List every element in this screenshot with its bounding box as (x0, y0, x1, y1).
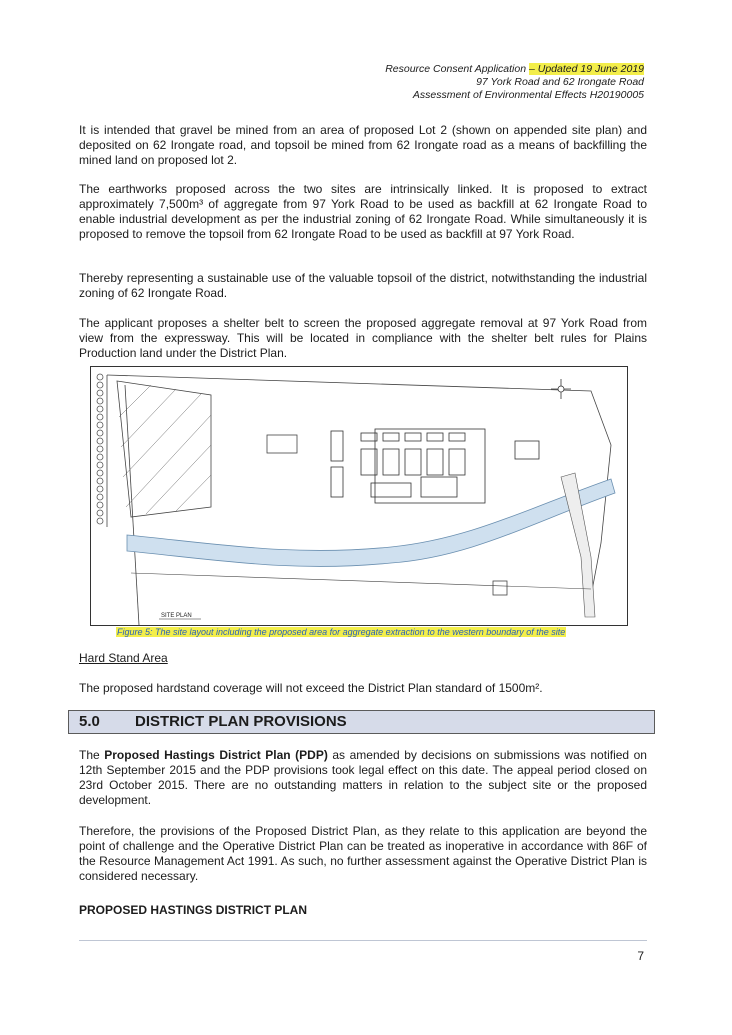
paragraph-topsoil: Thereby representing a sustainable use of the valuable topsoil of the district, notwithstanding the industrial zoning of 62 Irongate Road. (79, 271, 647, 300)
site-plan-label: SITE PLAN (161, 613, 192, 619)
paragraph-provisions: Therefore, the provisions of the Proposed District Plan, as they relate to this application are beyond the point of challenge and the Operative District Plan can be treated as inoperative in accordance with 86F of the Resource Management Act 1991. As such, no further assessment against the Operative District Plan is considered necessary. (79, 824, 647, 883)
pdp-heading: PROPOSED HASTINGS DISTRICT PLAN (79, 903, 308, 917)
document-header (385, 63, 644, 102)
header-line-3: Assessment of Environmental Effects H20190005 (412, 89, 644, 101)
hard-stand-heading: Hard Stand Area (79, 651, 168, 665)
footer-divider (79, 940, 647, 941)
paragraph-shelter-belt: The applicant proposes a shelter belt to screen the proposed aggregate removal at 97 York Road from view from the expressway. This will be located in compliance with the shelter belt rules for Plains Production land under the District Plan. (79, 316, 647, 360)
section-title: DISTRICT PLAN PROVISIONS (135, 713, 347, 730)
paragraph-earthworks: The earthworks proposed across the two sites are intrinsically linked. It is proposed to extract approximately 7,500m³ of aggregate from 97 York Road to be used as backfill at 62 Irongate Road to enable industrial development as per the industrial zoning of 62 Irongate Road. While simultaneously it is proposed to remove the topsoil from 62 Irongate Road to be used as backfill at 97 York Road. (79, 182, 647, 241)
site-plan-drawing (91, 367, 627, 625)
paragraph-pdp: The Proposed Hastings District Plan (PDP) as amended by decisions on submissions was notified on 12th September 2015 and the PDP provisions took legal effect on this date. The appeal period closed on 23rd October 2015. There are no outstanding matters in relation to the subject site or the proposed development. (79, 748, 647, 807)
header-line-2: 97 York Road and 62 Irongate Road (476, 76, 644, 88)
extraction-area (117, 381, 211, 517)
paragraph-gravel: It is intended that gravel be mined from an area of proposed Lot 2 (shown on appended site plan) and deposited on 62 Irongate road, and topsoil be mined from 62 Irongate road as a means of backfilling the mined land on proposed lot 2. (79, 123, 647, 167)
section-heading-bar (68, 710, 655, 734)
shelter-belt-trees (97, 374, 103, 524)
figure-caption: Figure 5: The site layout including the proposed area for aggregate extraction to the western boundary of the site (117, 627, 566, 637)
legend-box (267, 435, 297, 453)
pdp-bold-term: Proposed Hastings District Plan (PDP) (104, 748, 328, 762)
north-arrow (551, 379, 571, 399)
site-plan-figure (90, 366, 628, 626)
header-line-1: Resource Consent Application – Updated 19 June 2019 (385, 63, 644, 75)
buildings (331, 429, 539, 503)
updated-highlight: – Updated 19 June 2019 (528, 63, 644, 75)
hard-stand-text: The proposed hardstand coverage will not exceed the District Plan standard of 1500m². (79, 681, 543, 695)
site-office (493, 581, 507, 595)
page-number: 7 (637, 949, 644, 963)
section-number: 5.0 (79, 713, 100, 730)
